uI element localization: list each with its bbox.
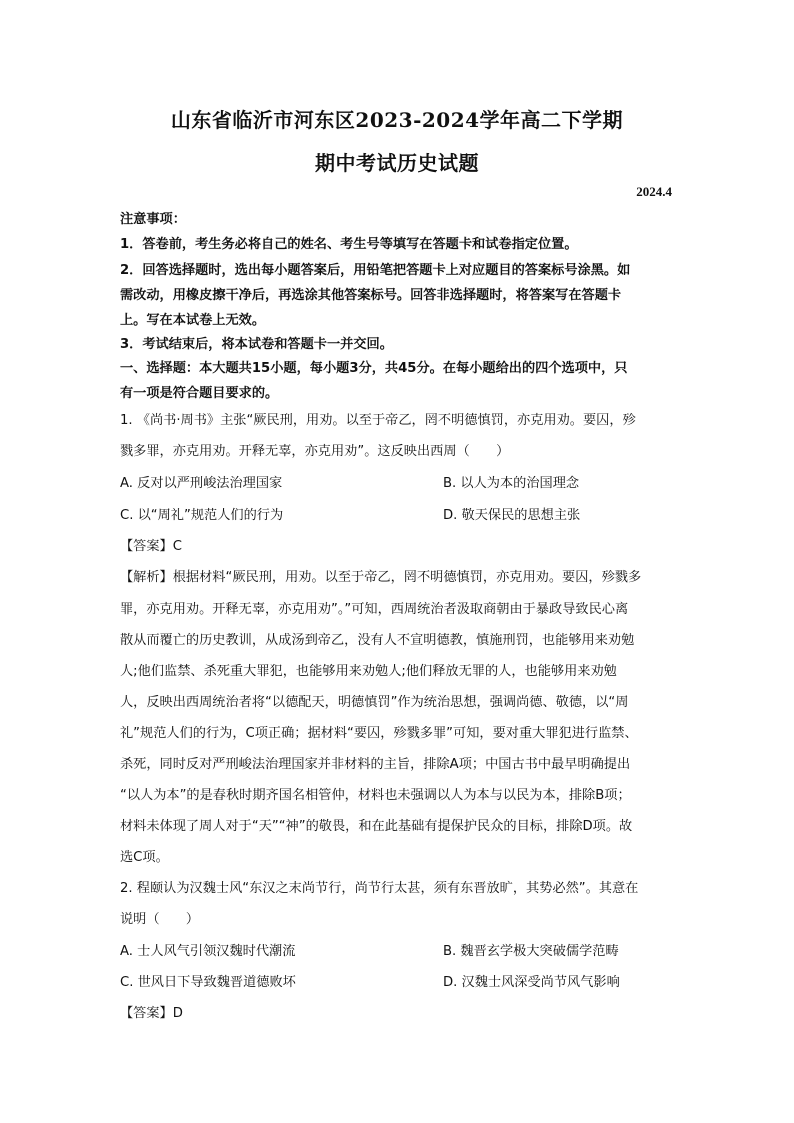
- question-1-analysis-line: 杀死，同时反对严刑峻法治理国家并非材料的主旨，排除A项；中国古书中最早明确提出: [120, 757, 631, 772]
- question-1-analysis-line: “以人为本”的是春秋时期齐国名相管仲，材料也未强调以人为本与以民为本，排除B项；: [120, 788, 631, 803]
- question-1-option-c: C. 以“周礼”规范人们的行为: [120, 508, 284, 523]
- notice-item: 3．考试结束后，将本试卷和答题卡一并交回。: [120, 337, 393, 352]
- question-1-analysis-line: 选C项。: [120, 850, 169, 865]
- question-1-answer: 【答案】C: [120, 539, 182, 554]
- notice-item: 1．答卷前，考生务必将自己的姓名、考生号等填写在答题卡和试卷指定位置。: [120, 237, 578, 252]
- question-1-analysis-line: 人，反映出西周统治者将“以德配天，明德慎罚”作为统治思想，强调尚德、敬德，以“周: [120, 695, 629, 710]
- question-2-stem: 2. 程颐认为汉魏士风“东汉之末尚节行，尚节行太甚，须有东晋放旷，其势必然”。其意在: [120, 881, 639, 896]
- question-2-option-b: B. 魏晋玄学极大突破儒学范畴: [443, 944, 619, 959]
- section-heading: 一、选择题：本大题共15小题，每小题3分，共45分。在每小题给出的四个选项中，只: [120, 361, 628, 376]
- notice-item: 上。写在本试卷上无效。: [120, 313, 266, 328]
- question-1-option-d: D. 敬天保民的思想主张: [443, 508, 581, 523]
- question-1-option-b: B. 以人为本的治国理念: [443, 476, 580, 491]
- question-2-stem-cont: 说明（ ）: [120, 912, 200, 927]
- question-2-answer: 【答案】D: [120, 1006, 183, 1021]
- notice-item: 2．回答选择题时，选出每小题答案后，用铅笔把答题卡上对应题目的答案标号涂黑。如: [120, 263, 631, 278]
- section-heading-cont: 有一项是符合题目要求的。: [120, 386, 279, 401]
- question-1-option-a: A. 反对以严刑峻法治理国家: [120, 476, 283, 491]
- notice-item: 需改动，用橡皮擦干净后，再选涂其他答案标号。回答非选择题时，将答案写在答题卡: [120, 288, 622, 303]
- question-1-stem-cont: 戮多罪，亦克用劝。开释无辜，亦克用劝”。这反映出西周（ ）: [120, 444, 510, 459]
- document-date: 2024.4: [636, 184, 672, 199]
- notice-heading: 注意事项：: [120, 212, 186, 227]
- question-1-analysis-line: 材料未体现了周人对于“天”“神”的敬畏，和在此基础有提保护民众的目标，排除D项。故: [120, 819, 633, 834]
- question-1-stem: 1. 《尚书·周书》主张“厥民刑，用劝。以至于帝乙，罔不明德慎罚，亦克用劝。要囚，殄: [120, 413, 636, 428]
- document-title-line2: 期中考试历史试题: [315, 151, 479, 175]
- question-1-analysis-line: 【解析】根据材料“厥民刑，用劝。以至于帝乙，罔不明德慎罚，亦克用劝。要囚，殄戮多: [120, 570, 642, 585]
- question-2-option-c: C. 世风日下导致魏晋道德败坏: [120, 975, 296, 990]
- question-1-analysis-line: 罪，亦克用劝。开释无辜，亦克用劝”。”可知，西周统治者汲取商朝由于暴政导致民心离: [120, 602, 629, 617]
- question-1-analysis-line: 散从而覆亡的历史教训，从成汤到帝乙，没有人不宣明德教，慎施刑罚，也能够用来劝勉: [120, 633, 635, 648]
- document-title-line1: 山东省临沂市河东区2023-2024学年高二下学期: [170, 108, 624, 132]
- question-2-option-d: D. 汉魏士风深受尚节风气影响: [443, 975, 620, 990]
- question-2-option-a: A. 士人风气引领汉魏时代潮流: [120, 944, 296, 959]
- question-1-analysis-line: 人;他们监禁、杀死重大罪犯，也能够用来劝勉人;他们释放无罪的人，也能够用来劝勉: [120, 664, 617, 679]
- question-1-analysis-line: 礼”规范人们的行为，C项正确；据材料“要囚，殄戮多罪”可知，要对重大罪犯进行监禁、: [120, 726, 638, 741]
